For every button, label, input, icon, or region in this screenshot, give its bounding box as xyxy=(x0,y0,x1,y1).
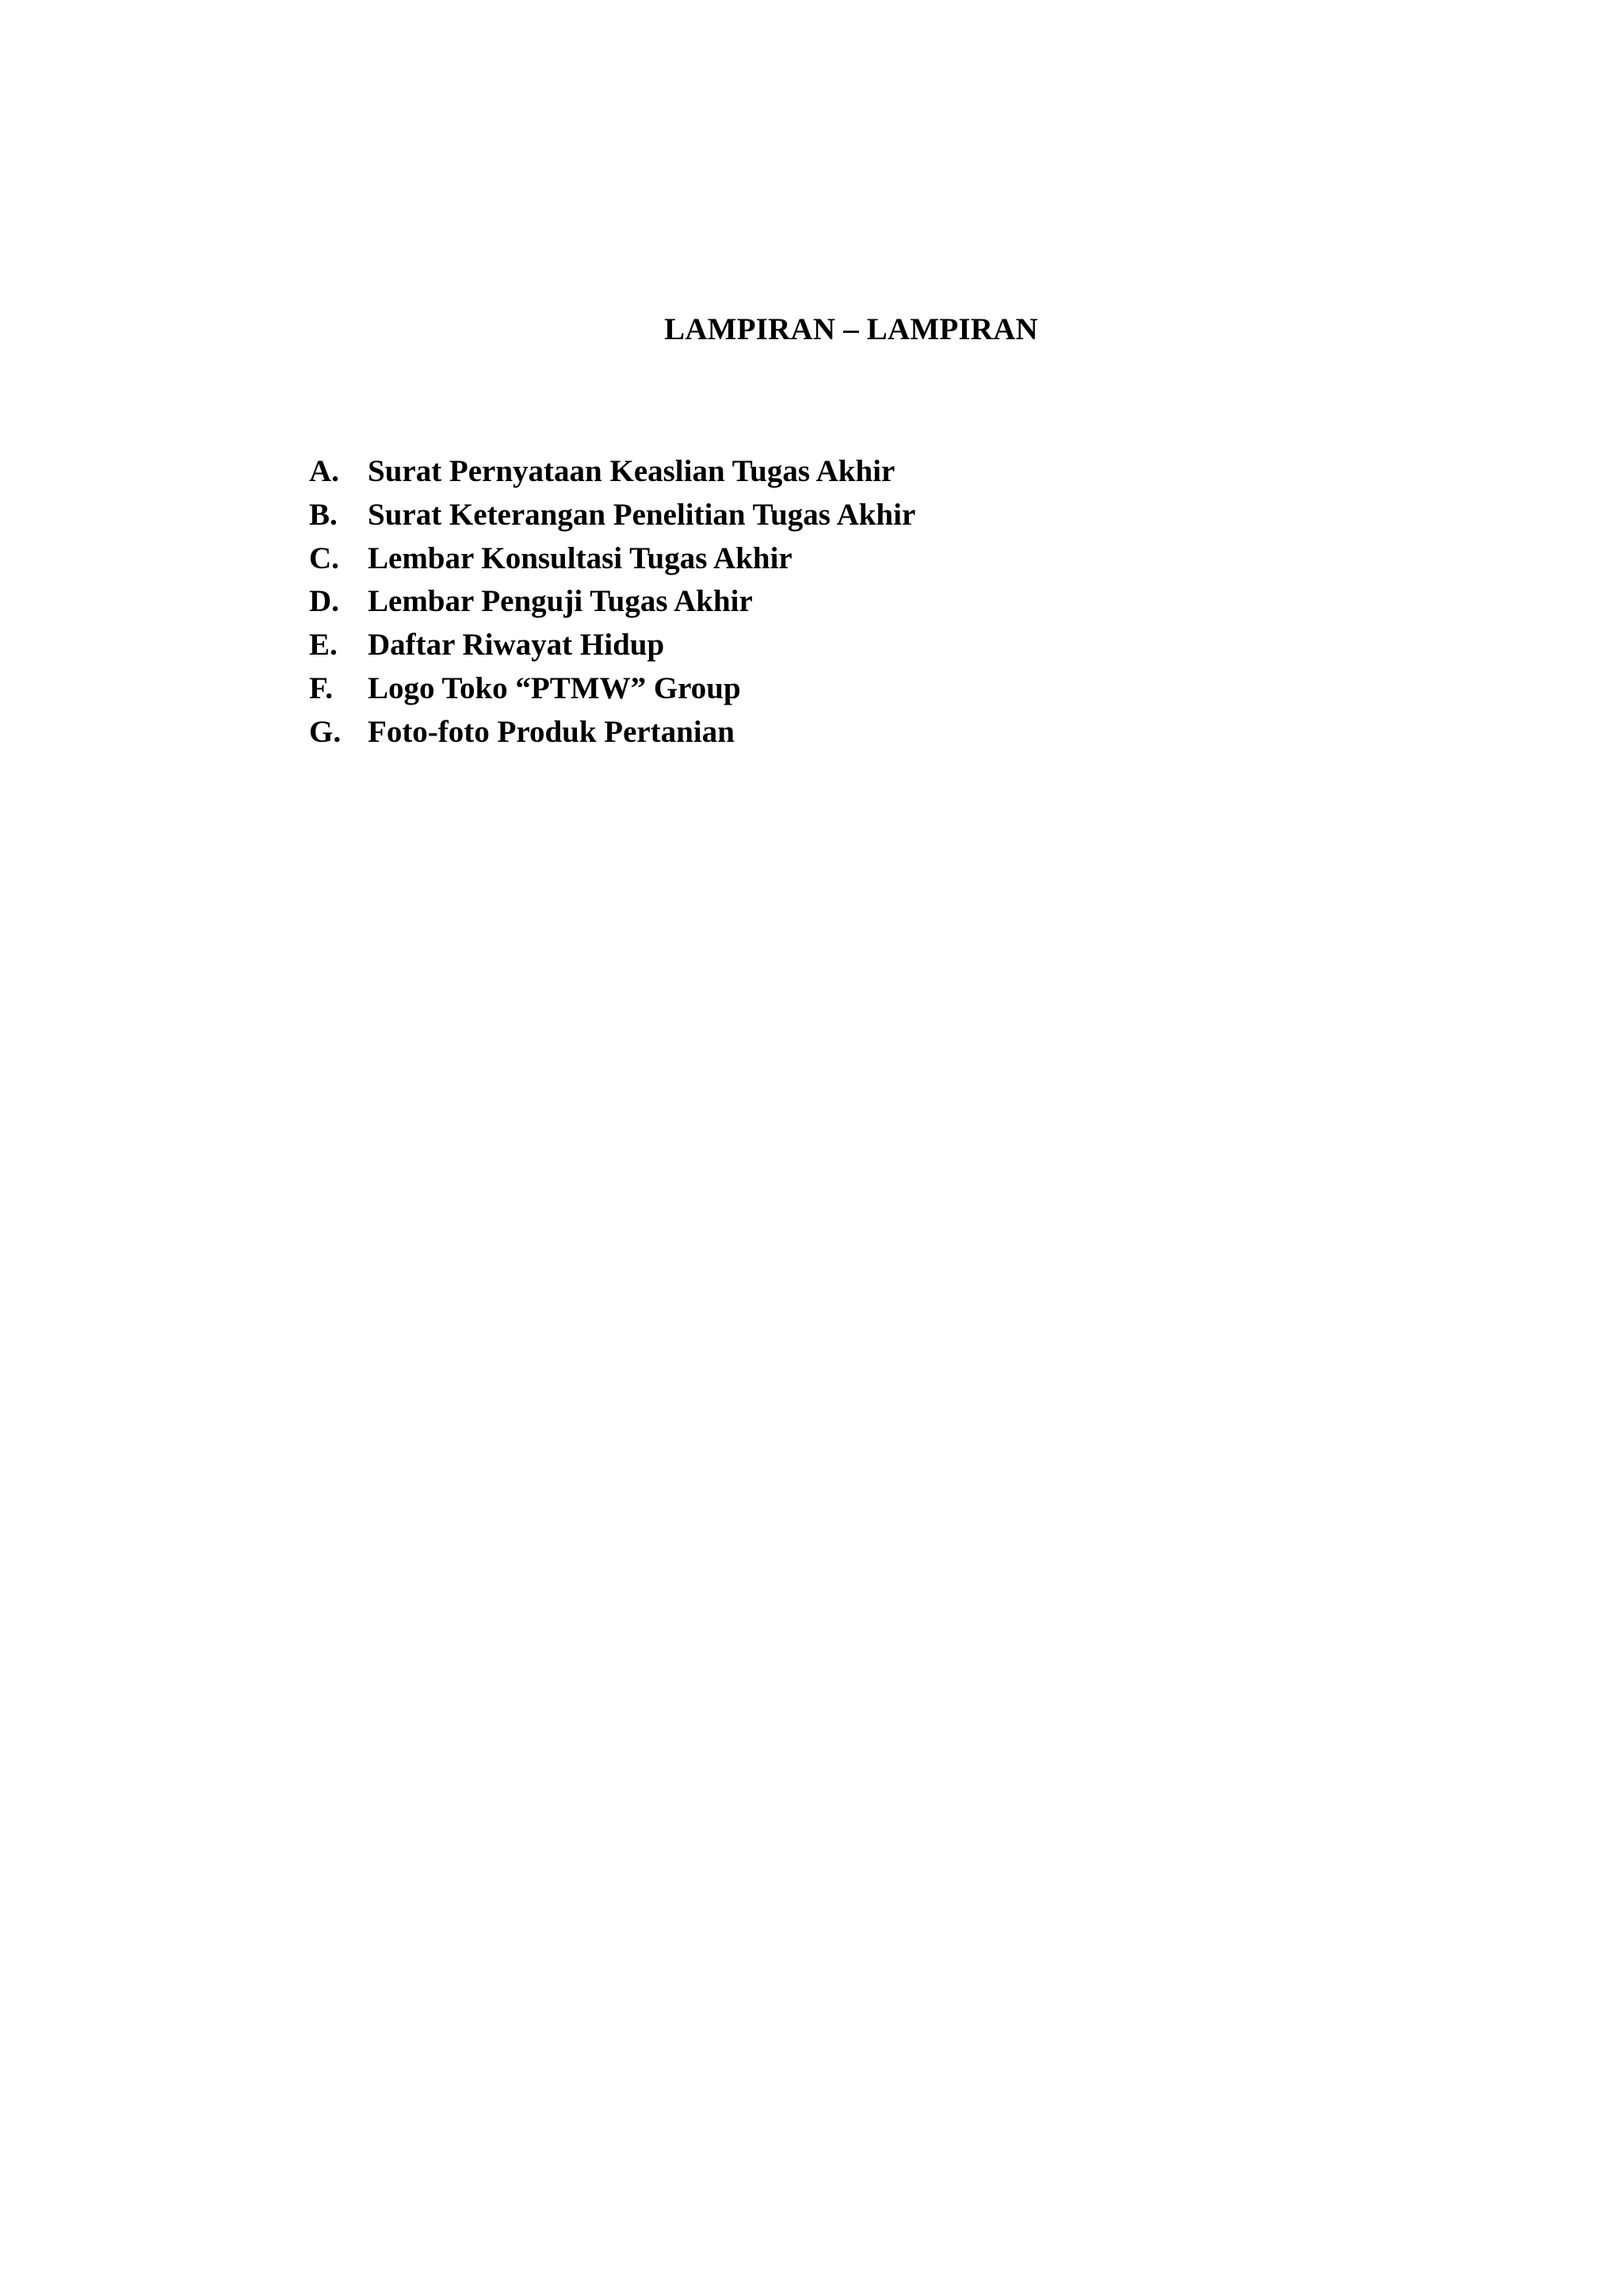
page-title: LAMPIRAN – LAMPIRAN xyxy=(664,312,1038,346)
list-item xyxy=(309,711,915,755)
list-item-letter: A. xyxy=(309,454,339,488)
list-item-label: Lembar Penguji Tugas Akhir xyxy=(368,584,753,619)
list-item-label: Lembar Konsultasi Tugas Akhir xyxy=(368,541,792,575)
list-item xyxy=(309,667,915,711)
list-item xyxy=(309,624,915,667)
list-item xyxy=(309,580,915,624)
list-item-letter: E. xyxy=(309,628,338,663)
list-item-letter: C. xyxy=(309,541,339,575)
list-item-letter: D. xyxy=(309,584,339,619)
list-item-letter: B. xyxy=(309,497,338,532)
list-item xyxy=(309,537,915,581)
list-item-label: Surat Keterangan Penelitian Tugas Akhir xyxy=(368,497,916,532)
appendix-list xyxy=(309,450,915,755)
list-item xyxy=(309,450,915,494)
list-item-letter: G. xyxy=(309,714,342,749)
list-item-label: Daftar Riwayat Hidup xyxy=(368,628,665,663)
list-item xyxy=(309,494,915,537)
list-item-label: Foto-foto Produk Pertanian xyxy=(368,714,735,749)
list-item-label: Logo Toko “PTMW” Group xyxy=(368,670,741,705)
list-item-letter: F. xyxy=(309,670,333,705)
list-item-label: Surat Pernyataan Keaslian Tugas Akhir xyxy=(368,454,896,488)
